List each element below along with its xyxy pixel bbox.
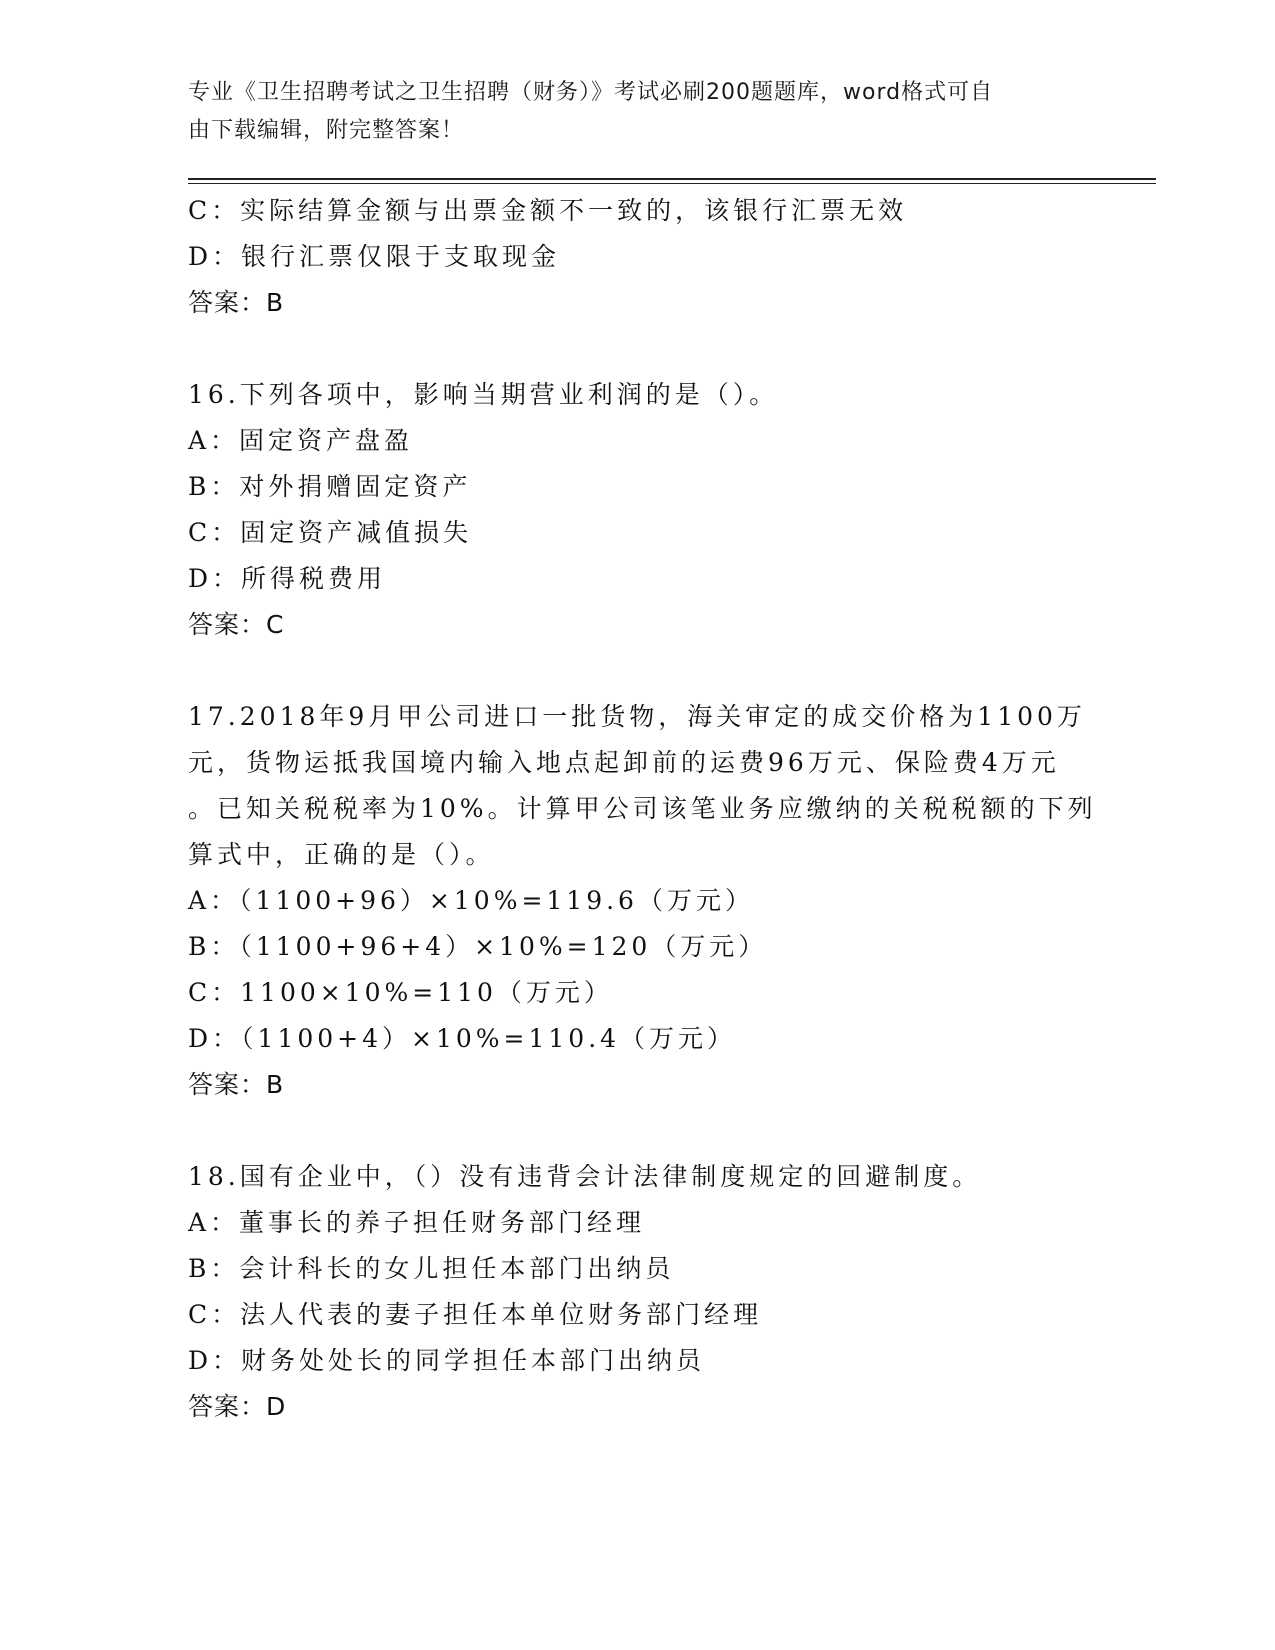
option-a: A：（1100+96）×10%=119.6（万元） bbox=[188, 886, 754, 915]
answer-line: 答案：B bbox=[188, 288, 285, 317]
answer-line: 答案：D bbox=[188, 1392, 287, 1421]
option-b: B：会计科长的女儿担任本部门出纳员 bbox=[188, 1254, 675, 1283]
question-stem: 16.下列各项中，影响当期营业利润的是（）。 bbox=[188, 380, 779, 409]
option-b: B：对外捐赠固定资产 bbox=[188, 472, 472, 501]
option-d: D：银行汇票仅限于支取现金 bbox=[188, 242, 561, 271]
option-c: C：实际结算金额与出票金额不一致的，该银行汇票无效 bbox=[188, 196, 908, 225]
option-a: A：董事长的养子担任财务部门经理 bbox=[188, 1208, 646, 1237]
question-18 bbox=[188, 1154, 1088, 1430]
question-gap bbox=[188, 648, 1088, 694]
header-rule-thin bbox=[188, 183, 1156, 184]
option-c: C：法人代表的妻子担任本单位财务部门经理 bbox=[188, 1300, 763, 1329]
question-stem-line-3: 。已知关税税率为10%。计算甲公司该笔业务应缴纳的关税税额的下列 bbox=[188, 794, 1097, 823]
document-header bbox=[188, 74, 1068, 150]
option-d: D：（1100+4）×10%=110.4（万元） bbox=[188, 1024, 737, 1053]
option-c: C：固定资产减值损失 bbox=[188, 518, 473, 547]
option-d: D：财务处处长的同学担任本部门出纳员 bbox=[188, 1346, 706, 1375]
answer-line: 答案：B bbox=[188, 1070, 285, 1099]
option-b: B：（1100+96+4）×10%=120（万元） bbox=[188, 932, 768, 961]
question-stem: 18.国有企业中，（）没有违背会计法律制度规定的回避制度。 bbox=[188, 1162, 982, 1191]
question-stem-line-2: 元，货物运抵我国境内输入地点起卸前的运费96万元、保险费4万元 bbox=[188, 748, 1060, 777]
question-gap bbox=[188, 326, 1088, 372]
question-gap bbox=[188, 1108, 1088, 1154]
question-stem-line-1: 17.2018年9月甲公司进口一批货物，海关审定的成交价格为1100万 bbox=[188, 702, 1086, 731]
question-17 bbox=[188, 694, 1097, 1108]
option-d: D：所得税费用 bbox=[188, 564, 387, 593]
question-stem-line-4: 算式中，正确的是（）。 bbox=[188, 840, 495, 869]
option-c: C：1100×10%=110（万元） bbox=[188, 978, 613, 1007]
question-15-continued bbox=[188, 188, 1088, 326]
header-rule-thick bbox=[188, 178, 1156, 180]
question-list bbox=[188, 188, 1097, 1430]
answer-line: 答案：C bbox=[188, 610, 285, 639]
option-a: A：固定资产盘盈 bbox=[188, 426, 414, 455]
header-line-2: 由下载编辑，附完整答案！ bbox=[188, 118, 465, 143]
header-line-1: 专业《卫生招聘考试之卫生招聘（财务）》考试必刷200题题库，word格式可自 bbox=[188, 80, 994, 105]
question-16 bbox=[188, 372, 1088, 648]
